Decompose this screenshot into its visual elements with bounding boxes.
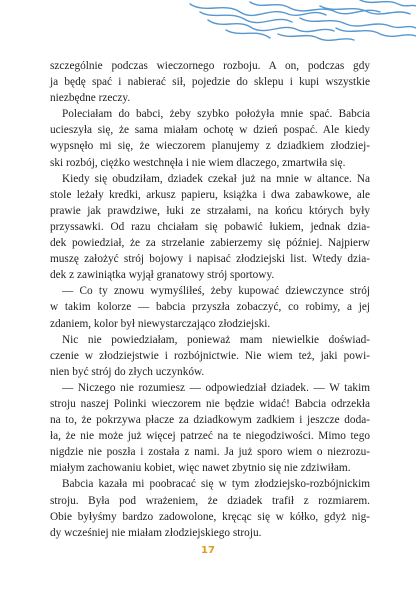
text-line: nien być strój do złych uczynków. [50, 365, 205, 378]
text-line: ucieszyła się, że sama miałam ochotę w dzień pospać. Ale kiedy [50, 124, 370, 137]
text-line: dek powiedział, że za strzelanie zabierzemy się później. Najpierw [50, 237, 370, 250]
text-line: — Co ty znowu wymyśliłeś, żeby kupować dziewczynce strój [62, 285, 370, 298]
text-line: muszę założyć strój bojowy i napisać złodziejski list. Wtedy dzia- [50, 253, 370, 266]
text-line: — Niczego nie rozumiesz — odpowiedział dziadek. — W takim [62, 381, 370, 394]
text-line: szczególnie podczas wieczornego rozboju. A on, podczas gdy [50, 60, 370, 72]
text-line: Nic nie powiedziałam, ponieważ mam niewielkie doświad- [62, 333, 370, 346]
text-line: w takim kolorze — babcia przyszła zobaczyć, co robimy, a jej [50, 301, 370, 314]
text-line: przyssawki. Od razu chciałam się pobawić łukiem, jednak dzia- [50, 220, 370, 233]
text-line: stroju. Była pod wrażeniem, że dziadek trafił z rozmiarem. [50, 494, 370, 507]
text-line: Babcia kazała mi poobracać się w tym złodziejsko-rozbójnickim [62, 478, 370, 491]
text-line: na to, że pokrzywa płacze za dziadkowym zadkiem i jeszcze doda- [50, 414, 370, 427]
text-line: Kiedy się obudziłam, dziadek czekał już na mnie w altance. Na [62, 172, 370, 185]
blue-scribble-decoration [0, 0, 416, 48]
text-line: niezbędne rzeczy. [50, 92, 131, 105]
text-line: stole leżały kredki, arkusz papieru, książka i dwa zabawkowe, ale [50, 188, 370, 201]
text-line: Poleciałam do babci, żeby szybko położyła mnie spać. Babcia [62, 108, 370, 121]
text-line: Obie byłyśmy bardzo zadowolone, kręcąc się w kółko, gdyż nig- [50, 510, 370, 523]
body-text [50, 58, 370, 541]
text-line: zdaniem, kolor był niewystarczająco złodziejski. [50, 317, 271, 330]
text-line: miałym zachowaniu kobiet, więc nawet zbytnio się nie zdziwiłam. [50, 462, 351, 475]
text-line: nigdzie nie poszła i została z nami. Ja już sporo wiem o niezrozu- [50, 446, 370, 459]
text-line: dy wcześniej nie miałam złodziejskiego stroju. [50, 526, 262, 539]
text-line: czenie w złodziejstwie i rozbójnictwie. Nie wiem też, jaki powi- [50, 349, 370, 362]
text-line: stroju naszej Polinki wieczorem nie będzie widać! Babcia odrzekła [50, 397, 370, 410]
text-line: prawie jak prawdziwe, łuki ze strzałami, na końcu których były [50, 204, 370, 217]
text-line: dek z zawiniątka wyjął granatowy strój sportowy. [50, 269, 275, 282]
text-line: ja będę spać i nabierać sił, pojedzie do sklepu i kupi wszystkie [50, 76, 370, 89]
text-line: wypsnęło mi się, że wieczorem planujemy z dziadkiem złodziej- [50, 140, 370, 153]
page-number: 17 [201, 545, 215, 556]
text-line: ski rozbój, ciężko westchnęła i nie wiem dlaczego, zmartwiła się. [50, 156, 346, 169]
text-line: ła, że nie może już więcej patrzeć na te niegodziwości. Mimo tego [50, 430, 370, 443]
